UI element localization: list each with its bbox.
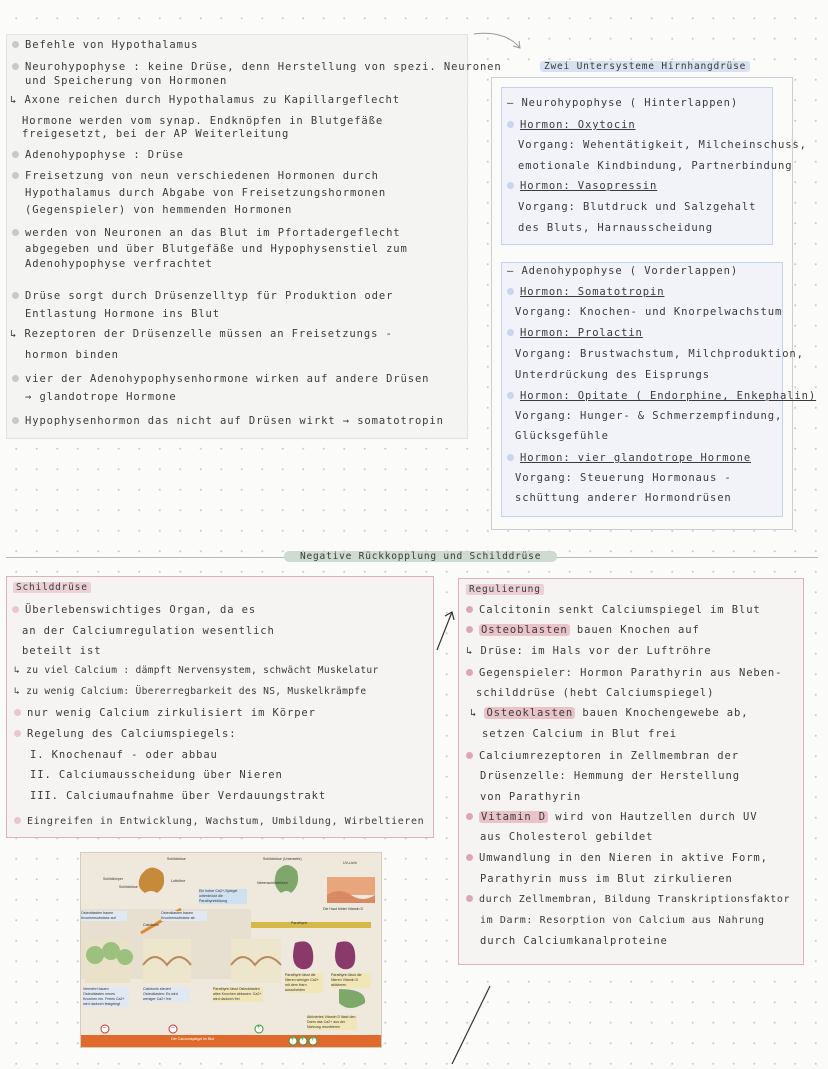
figure-label: Osteoklasten bauen Knochensubstanz ab — [161, 911, 207, 921]
figure-label: Parathyrin lässt die Nieren Vitamin D aktivieren — [331, 973, 371, 988]
note-line: Glücksgefühle — [515, 430, 609, 442]
note-line: Vorgang: Knochen- und Knorpelwachstum — [515, 306, 783, 318]
note-line: Neurohypophyse : keine Drüse, denn Herstellung von spezi. Neuronen — [12, 60, 502, 74]
note-line: Adenohypophyse : Drüse — [12, 148, 184, 162]
figure-label: Calcitonin — [143, 923, 159, 927]
highlight-mark: Osteoklasten — [486, 707, 574, 719]
note-line: werden von Neuronen an das Blut im Pfortadergeflecht — [12, 226, 401, 240]
note-line: Unterdrückung des Eisprungs — [515, 369, 710, 381]
figure-label: Schilddrüse (Unterseite) — [263, 857, 302, 861]
note-line: Parathyrin muss im Blut zirkulieren — [480, 873, 733, 885]
note-line: Vorgang: Brustwachstum, Milchproduktion, — [515, 348, 804, 360]
bullet-icon — [507, 329, 514, 336]
figure-labels — [81, 853, 381, 1047]
right-title: Zwei Untersysteme Hirnhangdrüse — [540, 61, 750, 72]
note-line: Vorgang: Blutdruck und Salzgehalt — [518, 201, 757, 213]
regulierung-title: Regulierung — [466, 584, 544, 595]
note-line: I. Knochenauf - oder abbau — [30, 749, 218, 761]
highlight-osteoklasten: ↳ Osteoklasten bauen Knochengewebe ab, — [470, 707, 749, 719]
pen-stroke — [448, 984, 494, 1066]
note-line: ↳ Axone reichen durch Hypothalamus zu Kapillargeflecht — [10, 94, 400, 106]
note-line: emotionale Kindbindung, Partnerbindung — [518, 160, 793, 172]
bullet-icon — [466, 626, 473, 633]
note-line: Gegenspieler: Hormon Parathyrin aus Neben- — [466, 666, 782, 680]
schilddruese-title: Schilddrüse — [13, 582, 91, 593]
note-line: Entlastung Hormone ins Blut — [25, 308, 220, 320]
note-line: setzen Calcium in Blut frei — [482, 728, 677, 740]
note-line: freigesetzt, bei der AP Weiterleitung — [22, 128, 290, 140]
bullet-icon — [507, 288, 514, 295]
note-line: Freisetzung von neun verschiedenen Hormonen durch — [12, 169, 379, 183]
note-line: Hormon: Opitate ( Endorphine, Enkephalin) — [507, 389, 816, 403]
note-line: Adenohypophyse verfrachtet — [25, 258, 213, 270]
figure-sign: + — [301, 1037, 305, 1043]
highlight-mark: Vitamin D — [481, 811, 546, 823]
figure-label: Die Haut bildet Vitamin D — [323, 907, 364, 911]
note-line: im Darm: Resorption von Calcium aus Nahrung — [480, 915, 765, 926]
note-line: Hormon: Oxytocin — [507, 118, 636, 132]
note-line: schüttung anderer Hormondrüsen — [515, 492, 732, 504]
bullet-icon — [14, 817, 21, 824]
note-line: III. Calciumaufnahme über Verdauungstrakt — [30, 790, 327, 802]
note-line: vier der Adenohypophysenhormone wirken auf andere Drüsen — [12, 372, 429, 386]
note-line: Hormon: vier glandotrope Hormone — [507, 451, 751, 465]
figure-label: Vermehrt bauen Osteoblasten neues Knochen ein. Freies Ca2+ wird dadurch festgelegt — [83, 987, 129, 1007]
note-line: Hypothalamus durch Abgabe von Freisetzungshormonen — [25, 187, 387, 199]
bullet-icon — [507, 182, 514, 189]
note-line: II. Calciumausscheidung über Nieren — [30, 769, 283, 781]
note-line: Überlebenswichtiges Organ, da es — [12, 603, 256, 617]
bullet-icon — [14, 730, 21, 737]
bullet-icon — [12, 151, 19, 158]
figure-sign: – — [103, 1025, 107, 1031]
bullet-icon — [14, 709, 21, 716]
figure-label: Luftröhre — [171, 879, 186, 883]
note-line: Hormon: Prolactin — [507, 326, 643, 340]
bullet-icon — [466, 606, 473, 613]
bullet-icon — [12, 41, 19, 48]
highlight-osteoblasten: Osteoblasten bauen Knochen auf — [481, 624, 700, 636]
note-line: Calciumrezeptoren in Zellmembran der — [466, 749, 739, 763]
note-line: ↳ zu wenig Calcium: Übererregbarkeit des NS, Muskelkrämpfe — [14, 686, 367, 697]
note-line: Hormone werden vom synap. Endknöpfen in Blutgefäße — [22, 115, 384, 127]
note-line — [470, 706, 748, 720]
note-line: Vorgang: Wehentätigkeit, Milcheinschuss, — [518, 139, 807, 151]
note-line: Umwandlung in den Nieren in aktive Form, — [466, 851, 768, 865]
note-line: aus Cholesterol gebildet — [480, 831, 654, 843]
note-line: – Neurohypophyse ( Hinterlappen) — [507, 97, 739, 109]
note-line: ↳ Rezeptoren der Drüsenzelle müssen an Freisetzungs - — [10, 328, 393, 340]
bullet-icon — [12, 63, 19, 70]
bullet-icon — [466, 669, 473, 676]
figure-label: UV-Licht — [343, 861, 357, 865]
figure-sign: + — [291, 1037, 295, 1043]
note-line: nur wenig Calcium zirkulisiert im Körper — [14, 706, 316, 720]
bullet-icon — [12, 375, 19, 382]
connector-arrow-icon — [434, 608, 458, 652]
figure-label: Schildkörper — [103, 877, 123, 881]
curved-arrow-icon — [470, 28, 530, 58]
bullet-icon — [466, 854, 473, 861]
note-line: beteilt ist — [22, 645, 102, 657]
note-line — [466, 810, 757, 824]
bullet-icon — [12, 292, 19, 299]
bullet-icon — [466, 813, 473, 820]
figure-label: Schilddrüse — [119, 885, 138, 889]
bullet-icon — [507, 121, 514, 128]
note-line: (Gegenspieler) von hemmenden Hormonen — [25, 204, 293, 216]
note-line: Hormon: Vasopressin — [507, 179, 657, 193]
figure-sign: – — [171, 1025, 175, 1031]
note-line: ↳ Drüse: im Hals vor der Luftröhre — [466, 645, 712, 657]
figure-label: Schilddrüse — [167, 857, 186, 861]
note-line: Calcitonin senkt Calciumspiegel im Blut — [466, 603, 761, 617]
note-line: Regelung des Calciumspiegels: — [14, 727, 236, 741]
note-line: Vorgang: Hunger- & Schmerzempfindung, — [515, 410, 783, 422]
note-line: Hormon: Somatotropin — [507, 285, 664, 299]
note-line: von Parathyrin — [480, 791, 582, 803]
note-line: ↳ zu viel Calcium : dämpft Nervensystem, schwächt Muskelatur — [14, 665, 379, 676]
figure-label: Osteoblasten bauen Knochensubstanz auf — [81, 911, 127, 921]
note-line: an der Calciumregulation wesentlich — [22, 625, 275, 637]
note-line: Befehle von Hypothalamus — [12, 38, 198, 52]
section-title: Negative Rückkopplung und Schilddrüse — [284, 551, 557, 562]
highlight-mark: Osteoblasten — [481, 624, 568, 636]
bullet-icon — [507, 454, 514, 461]
figure-label: Parathyrin lässt Osteoklasten altes Knochen abbauen. Ca2+ wird dadurch frei — [213, 987, 262, 1001]
note-line: Hypophysenhormon das nicht auf Drüsen wirkt → somatotropin — [12, 414, 444, 428]
note-line: des Bluts, Harnausscheidung — [518, 222, 713, 234]
note-line: Drüse sorgt durch Drüsenzelltyp für Produktion oder — [12, 289, 393, 303]
note-line: schilddrüse (hebt Calciumspiegel) — [476, 687, 715, 699]
bullet-icon — [466, 752, 473, 759]
figure-label: Aktiviertes Vitamin D lässt den Darm das Ca2+ aus der Nahrung resorbieren — [307, 1015, 356, 1029]
bullet-icon — [12, 606, 19, 613]
figure-label: Nebenschilddrüsen — [257, 881, 288, 885]
note-line: durch Zellmembran, Bildung Transkriptionsfaktor — [466, 893, 790, 907]
note-line: und Speicherung von Hormonen — [25, 75, 228, 87]
note-line: hormon binden — [25, 349, 119, 361]
calcium-regulation-figure — [80, 852, 382, 1048]
note-line: abgegeben und über Blutgefäße und Hypophysenstiel zum — [25, 243, 408, 255]
figure-sign: + — [257, 1025, 261, 1031]
note-line: Eingreifen in Entwicklung, Wachstum, Umbildung, Wirbeltieren — [14, 815, 424, 829]
note-line — [466, 623, 700, 637]
note-line: – Adenohypophyse ( Vorderlappen) — [507, 265, 739, 277]
figure-label: Calcitonin steuert Osteoklasten: Es wird weniger Ca2+ frei — [143, 987, 189, 1002]
figure-label: Der Calciumspiegel im Blut — [171, 1037, 215, 1041]
note-line: Drüsenzelle: Hemmung der Herstellung — [480, 770, 740, 782]
figure-sign: + — [311, 1037, 315, 1043]
bullet-icon — [12, 417, 19, 424]
bullet-icon — [12, 229, 19, 236]
note-line: → glandotrope Hormone — [25, 391, 177, 403]
figure-label: Ein hoher Ca2+-Spiegel unterdrückt die Parathyrinbildung — [199, 889, 247, 904]
bullet-icon — [466, 895, 473, 902]
bullet-icon — [12, 172, 19, 179]
note-line: Vorgang: Steuerung Hormonaus - — [515, 472, 732, 484]
highlight-vitamin-d: Vitamin D wird von Hautzellen durch UV — [481, 811, 758, 823]
note-line: durch Calciumkanalproteine — [480, 935, 668, 947]
bullet-icon — [507, 392, 514, 399]
figure-label: Parathyrin — [291, 921, 308, 925]
figure-label: Parathyrin lässt die Nieren weniger Ca2+ mit dem Harn ausscheiden — [285, 973, 323, 993]
